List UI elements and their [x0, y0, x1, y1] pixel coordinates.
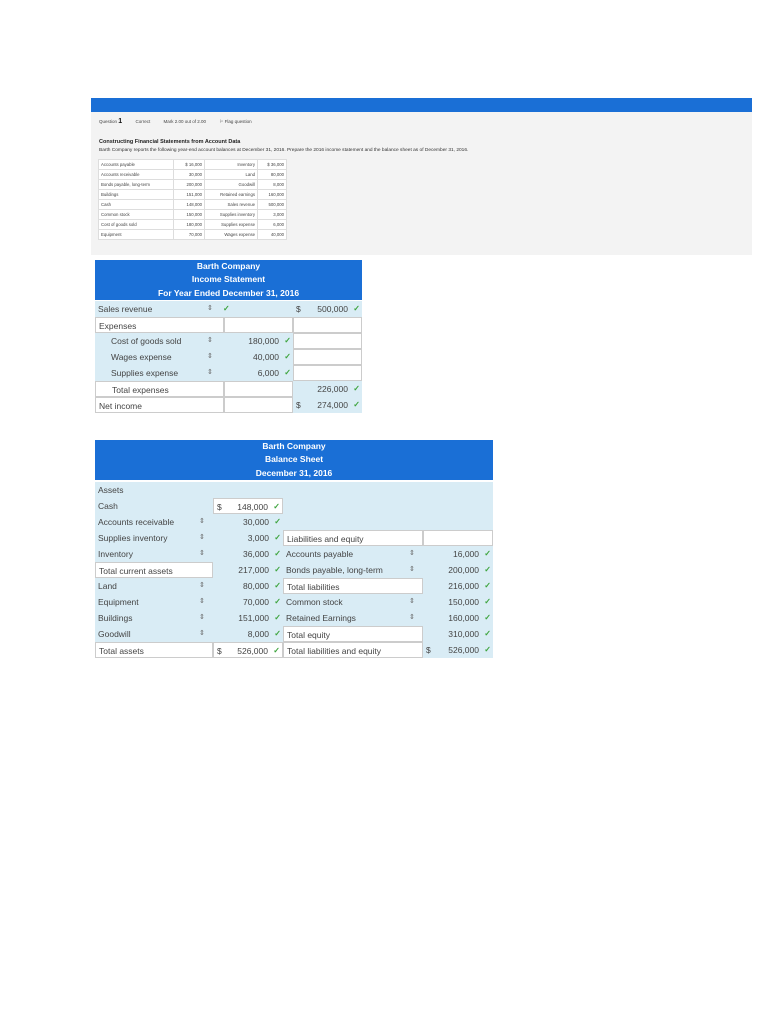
inventory-value[interactable]: 36,000 ✓: [213, 546, 283, 562]
supplies-value[interactable]: 6,000 ✓: [224, 365, 293, 381]
supplies-inventory-row: [95, 530, 493, 546]
expenses-heading-row: [95, 317, 362, 333]
check-icon: ✓: [353, 384, 360, 393]
dropdown-arrows-icon[interactable]: ⇕: [409, 614, 415, 621]
dropdown-arrows-icon[interactable]: ⇕: [409, 566, 415, 573]
income-statement-header: [95, 260, 362, 300]
common-stock-label[interactable]: Common stock: [283, 594, 423, 610]
total-le-label: Total liabilities and equity: [283, 642, 423, 658]
bonds-label[interactable]: Bonds payable, long-term: [283, 562, 423, 578]
dropdown-arrows-icon[interactable]: ⇕: [199, 598, 205, 605]
total-expenses-row: [95, 381, 362, 397]
total-expenses-value[interactable]: 226,000 ✓: [293, 381, 362, 397]
question-panel: [91, 112, 752, 255]
land-label[interactable]: Land: [95, 578, 213, 594]
total-liabilities-value[interactable]: 216,000 ✓: [423, 578, 493, 594]
ar-row: [95, 514, 283, 530]
ar-label[interactable]: Accounts receivable: [95, 514, 213, 530]
dropdown-arrows-icon[interactable]: ⇕: [207, 353, 213, 360]
inventory-row: [95, 546, 493, 562]
dropdown-arrows-icon[interactable]: ⇕: [207, 337, 213, 344]
check-icon: ✓: [484, 597, 491, 606]
dropdown-arrows-icon[interactable]: ⇕: [409, 550, 415, 557]
dropdown-arrows-icon[interactable]: ⇕: [199, 614, 205, 621]
land-value[interactable]: 80,000 ✓: [213, 578, 283, 594]
dropdown-arrows-icon[interactable]: ⇕: [207, 369, 213, 376]
check-icon: ✓: [274, 565, 281, 574]
cash-row: [95, 498, 283, 514]
table-row: Equipment 70,000 Wages expense 40,000: [99, 230, 287, 240]
cogs-label[interactable]: Cost of goods sold: [95, 333, 224, 349]
balance-sheet: [95, 440, 493, 662]
buildings-label[interactable]: Buildings: [95, 610, 213, 626]
company-name: Barth Company: [262, 441, 326, 451]
total-expenses-label: Total expenses: [95, 381, 224, 397]
question-number: 1: [118, 118, 123, 125]
supplies-label[interactable]: Supplies expense: [95, 365, 224, 381]
dropdown-arrows-icon[interactable]: ⇕: [199, 550, 205, 557]
check-icon: ✓: [484, 565, 491, 574]
sales-revenue-row: [95, 301, 362, 317]
question-status: Correct: [135, 119, 151, 124]
dropdown-arrows-icon[interactable]: ⇕: [199, 582, 205, 589]
check-icon: ✓: [353, 400, 360, 409]
top-bar: [91, 98, 752, 112]
goodwill-row: [95, 626, 493, 642]
check-icon: ✓: [273, 646, 280, 655]
goodwill-label[interactable]: Goodwill: [95, 626, 213, 642]
check-icon: ✓: [274, 629, 281, 638]
retained-earnings-label[interactable]: Retained Earnings: [283, 610, 423, 626]
total-le-value[interactable]: $ 526,000 ✓: [423, 642, 493, 658]
buildings-row: [95, 610, 493, 626]
cash-label[interactable]: Cash: [95, 498, 213, 514]
question-title: Constructing Financial Statements from Account Data: [99, 139, 241, 145]
check-icon: ✓: [274, 517, 281, 526]
land-row: [95, 578, 493, 594]
question-meta: [99, 118, 264, 125]
retained-earnings-value[interactable]: 160,000 ✓: [423, 610, 493, 626]
check-icon: ✓: [274, 613, 281, 622]
statement-period: For Year Ended December 31, 2016: [157, 287, 300, 298]
check-icon: ✓: [353, 304, 360, 313]
flag-question-link[interactable]: [219, 119, 251, 124]
check-icon: ✓: [484, 645, 491, 654]
check-icon: ✓: [484, 581, 491, 590]
check-icon: ✓: [223, 304, 230, 313]
statement-title: Balance Sheet: [264, 454, 324, 465]
income-statement: [95, 260, 362, 417]
liabilities-equity-label: Liabilities and equity: [283, 530, 423, 546]
ap-value[interactable]: 16,000 ✓: [423, 546, 493, 562]
flag-icon: ⚐: [219, 119, 224, 124]
question-description: Barth Company reports the following year-end account balances at December 31, 2016. Prepare the 2016 income statement and the balance sheet as of December 31, 2016.: [99, 148, 469, 153]
sales-revenue-label[interactable]: Sales revenue: [95, 301, 293, 317]
total-liabilities-label: Total liabilities: [283, 578, 423, 594]
table-row: Bonds payable, long-term 200,000 Goodwill 8,000: [99, 180, 287, 190]
table-row: Accounts receivable 30,000 Land 80,000: [99, 170, 287, 180]
check-icon: ✓: [484, 629, 491, 638]
buildings-value[interactable]: 151,000 ✓: [213, 610, 283, 626]
check-icon: ✓: [484, 549, 491, 558]
goodwill-value[interactable]: 8,000 ✓: [213, 626, 283, 642]
total-assets-value[interactable]: $ 526,000 ✓: [213, 642, 283, 658]
cogs-row: [95, 333, 362, 349]
wages-label[interactable]: Wages expense: [95, 349, 224, 365]
bonds-value[interactable]: 200,000 ✓: [423, 562, 493, 578]
supplies-inventory-value[interactable]: 3,000 ✓: [213, 530, 283, 546]
ap-label[interactable]: Accounts payable: [283, 546, 423, 562]
assets-label: Assets: [95, 482, 213, 498]
sales-revenue-value[interactable]: $ 500,000 ✓: [293, 301, 362, 317]
statement-date: December 31, 2016: [255, 467, 333, 478]
wages-value[interactable]: 40,000 ✓: [224, 349, 293, 365]
expenses-label: Expenses: [95, 317, 224, 333]
check-icon: ✓: [284, 336, 291, 345]
question-number-label: Question: [99, 119, 118, 124]
total-assets-row: [95, 642, 493, 658]
company-name: Barth Company: [196, 261, 261, 271]
dropdown-arrows-icon[interactable]: ⇕: [199, 630, 205, 637]
supplies-row: [95, 365, 362, 381]
flag-question-label: Flag question: [224, 119, 252, 124]
total-current-value[interactable]: 217,000 ✓: [213, 562, 283, 578]
table-row: Cash 148,000 Sales revenue 500,000: [99, 200, 287, 210]
check-icon: ✓: [274, 533, 281, 542]
assets-heading-row: [95, 482, 493, 498]
total-current-row: [95, 562, 493, 578]
total-equity-value[interactable]: 310,000 ✓: [423, 626, 493, 642]
table-row: Cost of goods sold 180,000 Supplies expense 6,000: [99, 220, 287, 230]
question-mark: Mark 2.00 out of 2.00: [163, 119, 207, 124]
dropdown-arrows-icon[interactable]: ⇕: [409, 598, 415, 605]
check-icon: ✓: [484, 613, 491, 622]
check-icon: ✓: [273, 502, 280, 511]
statement-title: Income Statement: [191, 274, 266, 285]
check-icon: ✓: [274, 597, 281, 606]
dropdown-arrows-icon[interactable]: ⇕: [199, 518, 205, 525]
supplies-inventory-label[interactable]: Supplies inventory: [95, 530, 213, 546]
dropdown-arrows-icon[interactable]: ⇕: [207, 305, 213, 312]
cash-value[interactable]: $ 148,000 ✓: [213, 498, 283, 514]
net-income-row: [95, 397, 362, 413]
account-balances-table: [98, 159, 287, 240]
total-equity-label: Total equity: [283, 626, 423, 642]
total-assets-label: Total assets: [95, 642, 213, 658]
table-row: Common stock 150,000 Supplies inventory 3,000: [99, 210, 287, 220]
check-icon: ✓: [274, 549, 281, 558]
check-icon: ✓: [274, 581, 281, 590]
cogs-value[interactable]: 180,000 ✓: [224, 333, 293, 349]
net-income-label: Net income: [95, 397, 224, 413]
table-row: Accounts payable $ 16,000 Inventory $ 36,000: [99, 160, 287, 170]
common-stock-value[interactable]: 150,000 ✓: [423, 594, 493, 610]
equipment-value[interactable]: 70,000 ✓: [213, 594, 283, 610]
equipment-label[interactable]: Equipment: [95, 594, 213, 610]
balance-sheet-header: [95, 440, 493, 480]
table-row: Buildings 151,000 Retained earnings 160,000: [99, 190, 287, 200]
inventory-label[interactable]: Inventory: [95, 546, 213, 562]
dropdown-arrows-icon[interactable]: ⇕: [199, 534, 205, 541]
check-icon: ✓: [284, 352, 291, 361]
wages-row: [95, 349, 362, 365]
equipment-row: [95, 594, 493, 610]
net-income-value[interactable]: $ 274,000 ✓: [293, 397, 362, 413]
ar-value[interactable]: 30,000 ✓: [213, 514, 283, 530]
total-current-label: Total current assets: [95, 562, 213, 578]
check-icon: ✓: [284, 368, 291, 377]
